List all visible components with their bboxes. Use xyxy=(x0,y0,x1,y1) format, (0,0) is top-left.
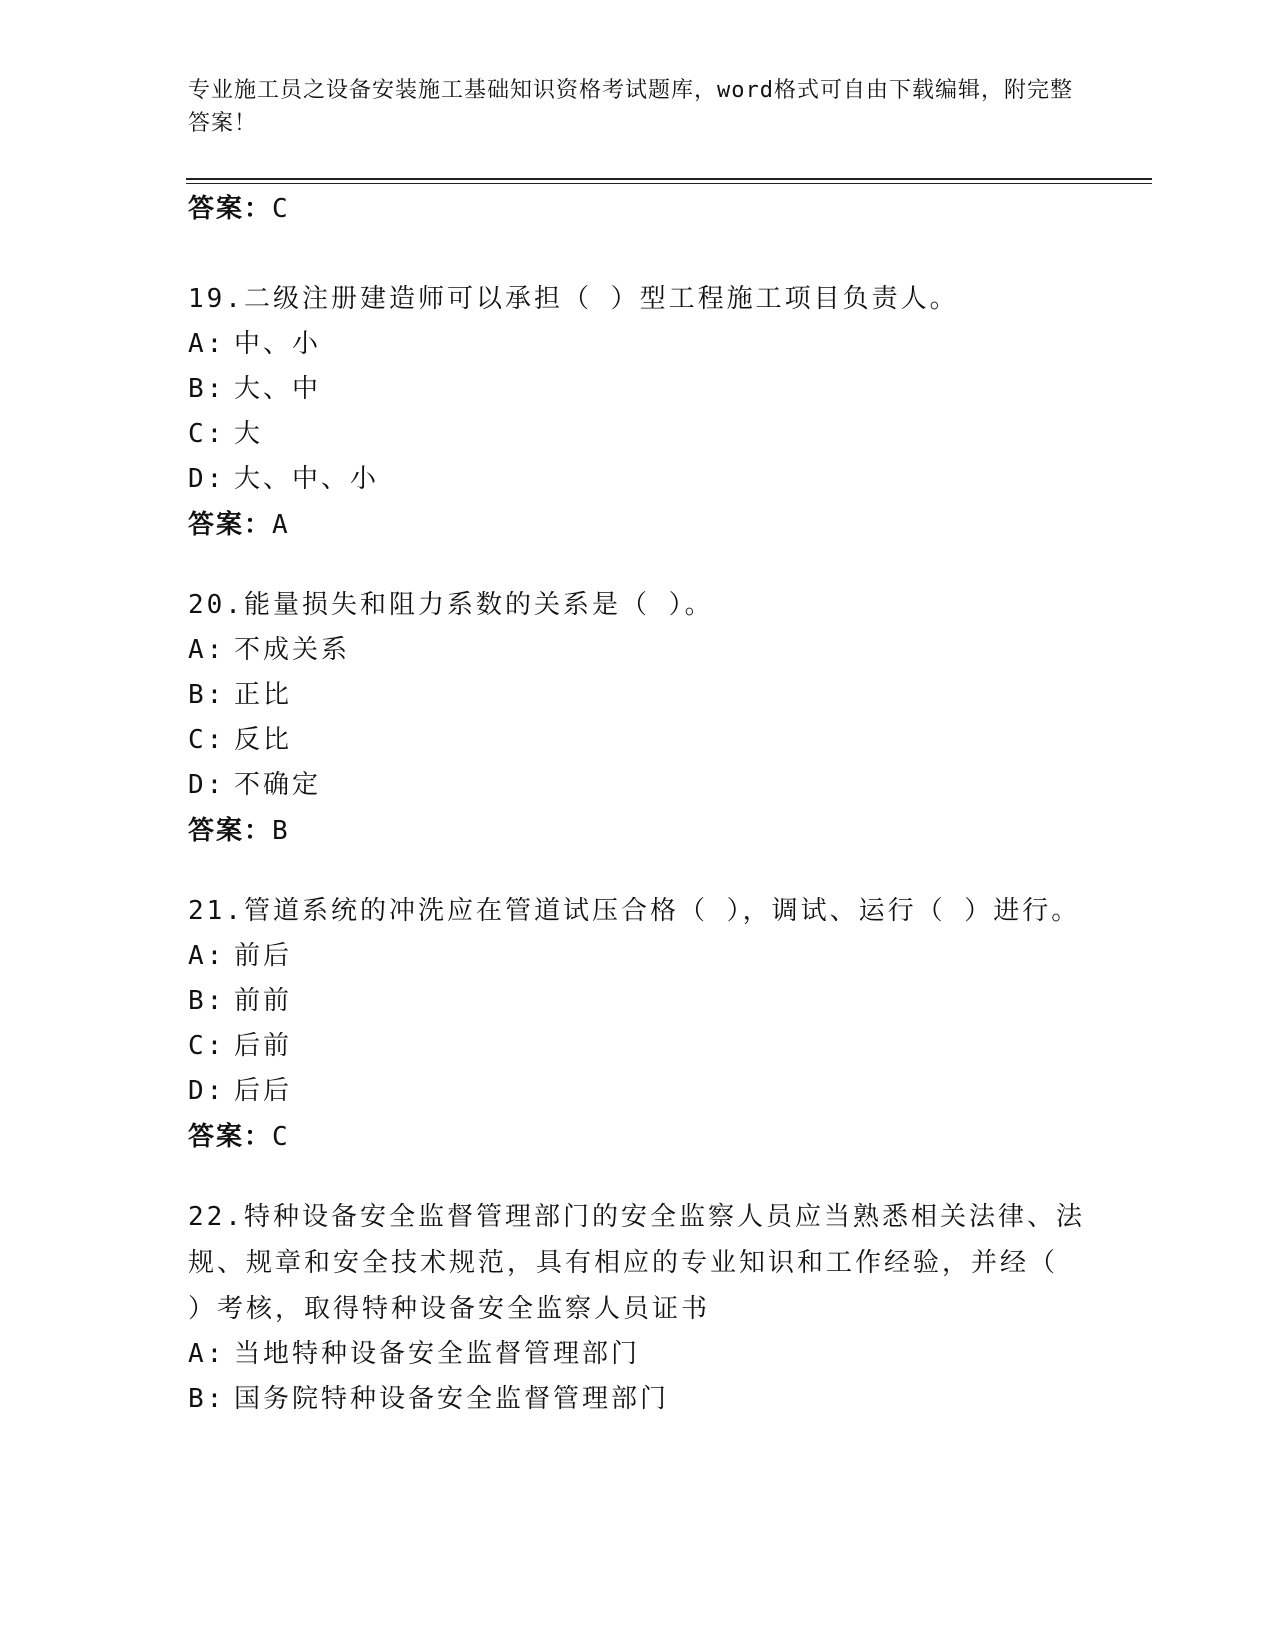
option-a xyxy=(188,628,1088,673)
option-b xyxy=(188,1377,1088,1422)
option-text: 后后 xyxy=(234,1076,293,1106)
option-d xyxy=(188,1069,1088,1114)
option-b xyxy=(188,673,1088,718)
option-d xyxy=(188,457,1088,502)
question-answer xyxy=(188,808,1088,854)
option-a xyxy=(188,1332,1088,1377)
option-letter: A: xyxy=(188,635,226,665)
question-20 xyxy=(188,582,1088,854)
question-text: 19.二级注册建造师可以承担（ ）型工程施工项目负责人。 xyxy=(188,284,959,314)
option-text: 正比 xyxy=(234,680,293,710)
header-divider xyxy=(186,178,1152,180)
question-text: 22.特种设备安全监督管理部门的安全监察人员应当熟悉相关法律、法规、规章和安全技术规范，具有相应的专业知识和工作经验，并经（ ）考核，取得特种设备安全监察人员证书 xyxy=(188,1202,1085,1324)
option-a xyxy=(188,934,1088,979)
option-letter: D: xyxy=(188,1076,226,1106)
option-c xyxy=(188,412,1088,457)
option-a xyxy=(188,322,1088,367)
question-text: 20.能量损失和阻力系数的关系是（ ）。 xyxy=(188,590,714,620)
question-answer xyxy=(188,502,1088,548)
option-text: 前后 xyxy=(234,941,293,971)
option-letter: A: xyxy=(188,941,226,971)
answer-value: A xyxy=(272,510,290,540)
answer-label: 答案： xyxy=(188,1122,273,1152)
option-text: 国务院特种设备安全监督管理部门 xyxy=(234,1384,670,1414)
option-text: 不确定 xyxy=(234,770,322,800)
question-22 xyxy=(188,1194,1088,1422)
document-header: 专业施工员之设备安装施工基础知识资格考试题库，word格式可自由下载编辑，附完整答案！ xyxy=(188,78,1073,136)
option-text: 后前 xyxy=(234,1031,293,1061)
option-text: 反比 xyxy=(234,725,293,755)
option-letter: B: xyxy=(188,680,226,710)
question-answer xyxy=(188,1114,1088,1160)
option-c xyxy=(188,1024,1088,1069)
option-text: 中、小 xyxy=(234,329,322,359)
option-c xyxy=(188,718,1088,763)
option-letter: C: xyxy=(188,725,226,755)
option-letter: A: xyxy=(188,1339,226,1369)
question-21 xyxy=(188,888,1088,1160)
option-text: 大 xyxy=(234,419,264,449)
option-text: 大、中、小 xyxy=(234,464,380,494)
option-letter: D: xyxy=(188,464,226,494)
option-letter: B: xyxy=(188,986,226,1016)
option-letter: C: xyxy=(188,1031,226,1061)
previous-answer xyxy=(188,192,290,226)
question-text: 21.管道系统的冲洗应在管道试压合格（ ），调试、运行（ ）进行。 xyxy=(188,896,1081,926)
question-19 xyxy=(188,276,1088,548)
option-b xyxy=(188,367,1088,412)
option-letter: A: xyxy=(188,329,226,359)
header-divider-thin xyxy=(186,183,1152,184)
option-letter: C: xyxy=(188,419,226,449)
option-d xyxy=(188,763,1088,808)
answer-label: 答案： xyxy=(188,816,273,846)
answer-value: B xyxy=(272,816,290,846)
option-letter: B: xyxy=(188,374,226,404)
option-b xyxy=(188,979,1088,1024)
answer-value: C xyxy=(272,194,290,224)
answer-label: 答案： xyxy=(188,510,273,540)
option-text: 当地特种设备安全监督管理部门 xyxy=(234,1339,641,1369)
option-text: 不成关系 xyxy=(234,635,351,665)
option-letter: B: xyxy=(188,1384,226,1414)
answer-label: 答案： xyxy=(188,194,273,224)
option-text: 前前 xyxy=(234,986,293,1016)
answer-value: C xyxy=(272,1122,290,1152)
option-text: 大、中 xyxy=(234,374,322,404)
option-letter: D: xyxy=(188,770,226,800)
